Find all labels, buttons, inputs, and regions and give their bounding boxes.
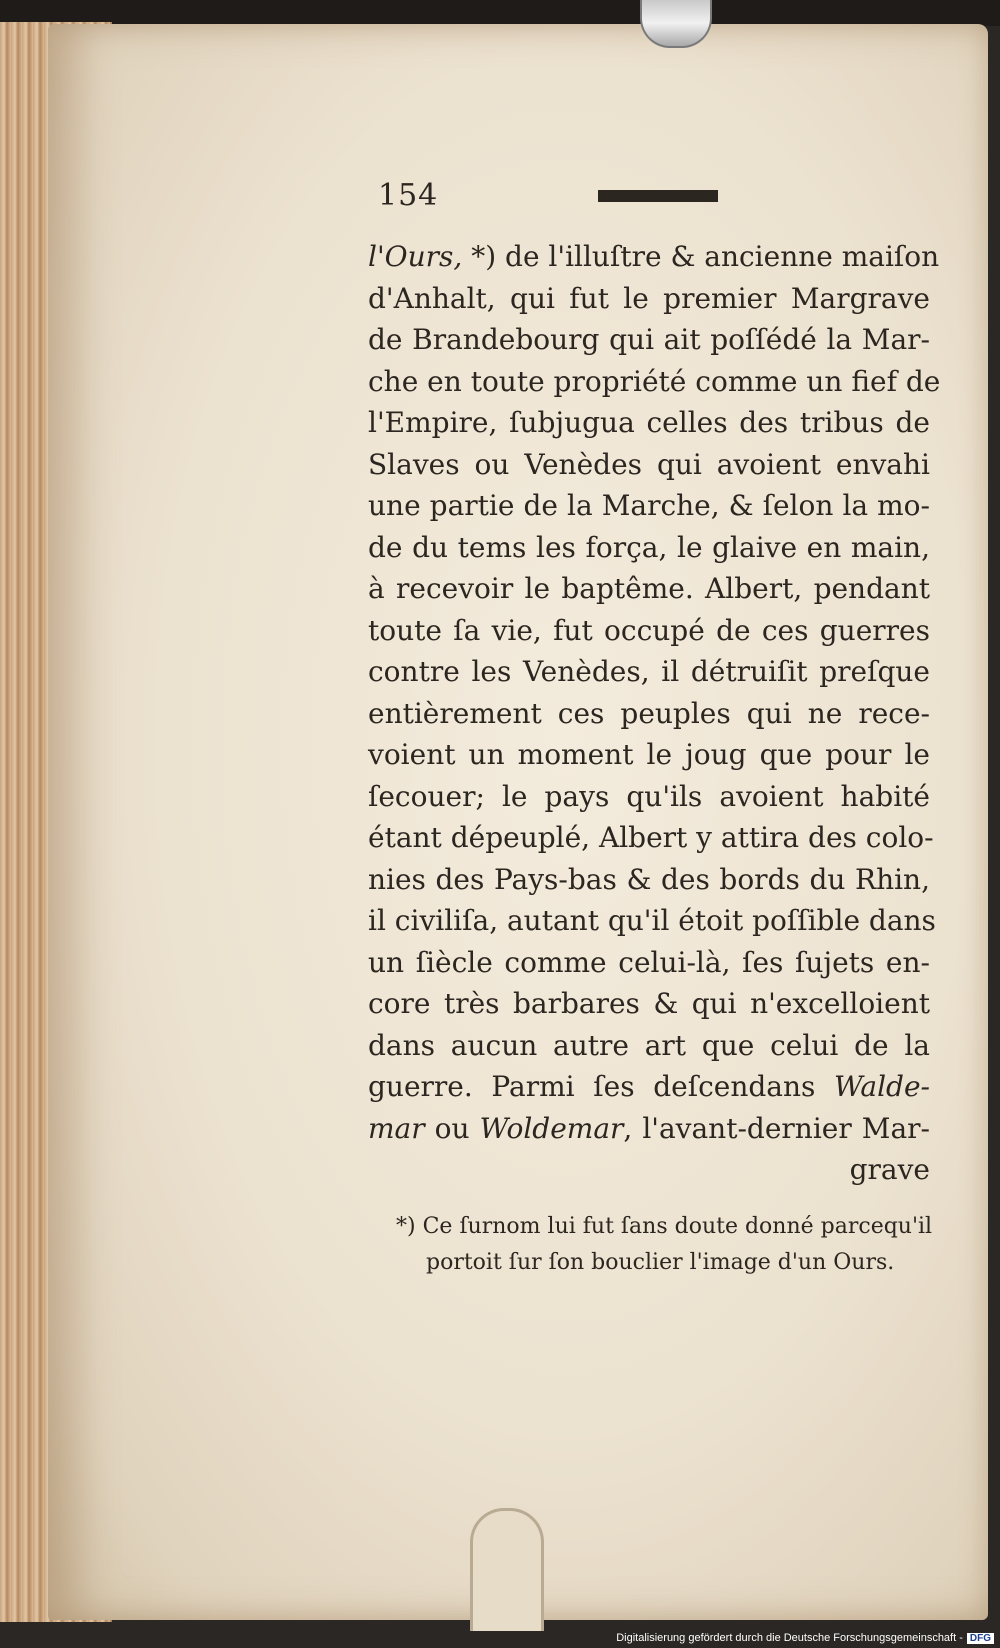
page-text-block: [368, 170, 941, 1281]
text-run: toute ſa vie, fut occupé de ces guerres: [368, 613, 930, 647]
dfg-logo: DFG: [967, 1633, 994, 1644]
text-line: [368, 610, 930, 652]
text-run: ou: [424, 1111, 480, 1145]
text-run: de du tems les força, le glaive en main,: [368, 530, 930, 564]
text-run: à recevoir le baptême. Albert, pendant: [368, 572, 930, 605]
text-line: [368, 444, 930, 486]
text-line: [368, 402, 930, 444]
text-run: voient un moment le joug que pour le: [368, 738, 930, 771]
italic-text: l'Ours,: [368, 240, 463, 273]
digitization-credit: [616, 1632, 994, 1644]
scan-top-margin: [0, 0, 1000, 26]
text-run: guerre. Parmi ſes deſcendans: [368, 1070, 835, 1103]
text-run: entièrement ces peuples qui ne rece-: [368, 696, 930, 730]
text-line: [368, 361, 941, 403]
page-header: [368, 170, 930, 236]
text-run: d'Anhalt, qui fut le premier Margrave: [368, 281, 930, 315]
text-line: [368, 236, 940, 278]
text-line: [368, 983, 930, 1025]
text-line: [368, 859, 930, 901]
text-run: il civiliſa, autant qu'il étoit poſſible dans: [368, 904, 936, 937]
text-line: [368, 651, 930, 693]
footnote-text: Ce ſurnom lui fut ſans doute donné parcequ'il: [422, 1213, 933, 1239]
footnote: [368, 1209, 933, 1281]
page-clip: [640, 0, 712, 48]
text-line: [368, 485, 930, 527]
text-run: étant dépeuplé, Albert y attira des colo-: [368, 821, 934, 854]
text-run: l'Empire, ſubjugua celles des tribus de: [368, 406, 930, 439]
credit-text: Digitalisierung gefördert durch die Deutsche Forschungsgemeinschaft -: [616, 1632, 963, 1644]
text-run: ſecouer; le pays qu'ils avoient habité: [368, 779, 930, 813]
text-run: Slaves ou Venèdes qui avoient envahi: [368, 447, 930, 481]
text-run: de Brandebourg qui ait poſſédé la Mar-: [368, 323, 930, 356]
text-run: core très barbares & qui n'excelloient: [368, 987, 930, 1020]
italic-text: Walde-: [834, 1070, 930, 1103]
footnote-line: [396, 1209, 933, 1245]
text-line: [368, 693, 930, 735]
catchword: grave: [849, 1153, 930, 1186]
text-run: , l'avant-dernier Mar-: [623, 1111, 930, 1145]
text-line: [368, 734, 930, 776]
text-run: contre les Venèdes, il détruiſit preſque: [368, 655, 930, 688]
text-run: nies des Pays-bas & des bords du Rhin,: [368, 862, 930, 896]
italic-text: Woldemar: [479, 1111, 624, 1145]
text-line: [368, 900, 936, 942]
text-line: [368, 319, 930, 361]
text-line: [368, 278, 930, 320]
page-holder-tab: [470, 1508, 544, 1631]
text-line: [368, 1066, 930, 1108]
text-line: [368, 1108, 930, 1150]
text-run: *) de l'illuſtre & ancienne maiſon: [462, 240, 940, 273]
header-rule: [598, 190, 718, 202]
footnote-marker: *): [396, 1213, 416, 1239]
text-line: [368, 817, 934, 859]
page-number: 154: [378, 178, 439, 213]
body-text: [368, 236, 941, 1149]
text-line: [368, 527, 930, 569]
text-line: [368, 1025, 930, 1067]
italic-text: mar: [368, 1111, 425, 1145]
text-run: une partie de la Marche, & ſelon la mo-: [368, 489, 930, 522]
text-line: [368, 942, 930, 984]
text-run: dans aucun autre art que celui de la: [368, 1028, 930, 1062]
text-run: che en toute propriété comme un fief de: [368, 364, 941, 398]
text-line: [368, 568, 930, 610]
text-line: [368, 776, 930, 818]
footnote-line: portoit ſur ſon bouclier l'image d'un Ours.: [426, 1249, 895, 1275]
text-run: un ſiècle comme celui-là, ſes ſujets en-: [368, 945, 930, 979]
